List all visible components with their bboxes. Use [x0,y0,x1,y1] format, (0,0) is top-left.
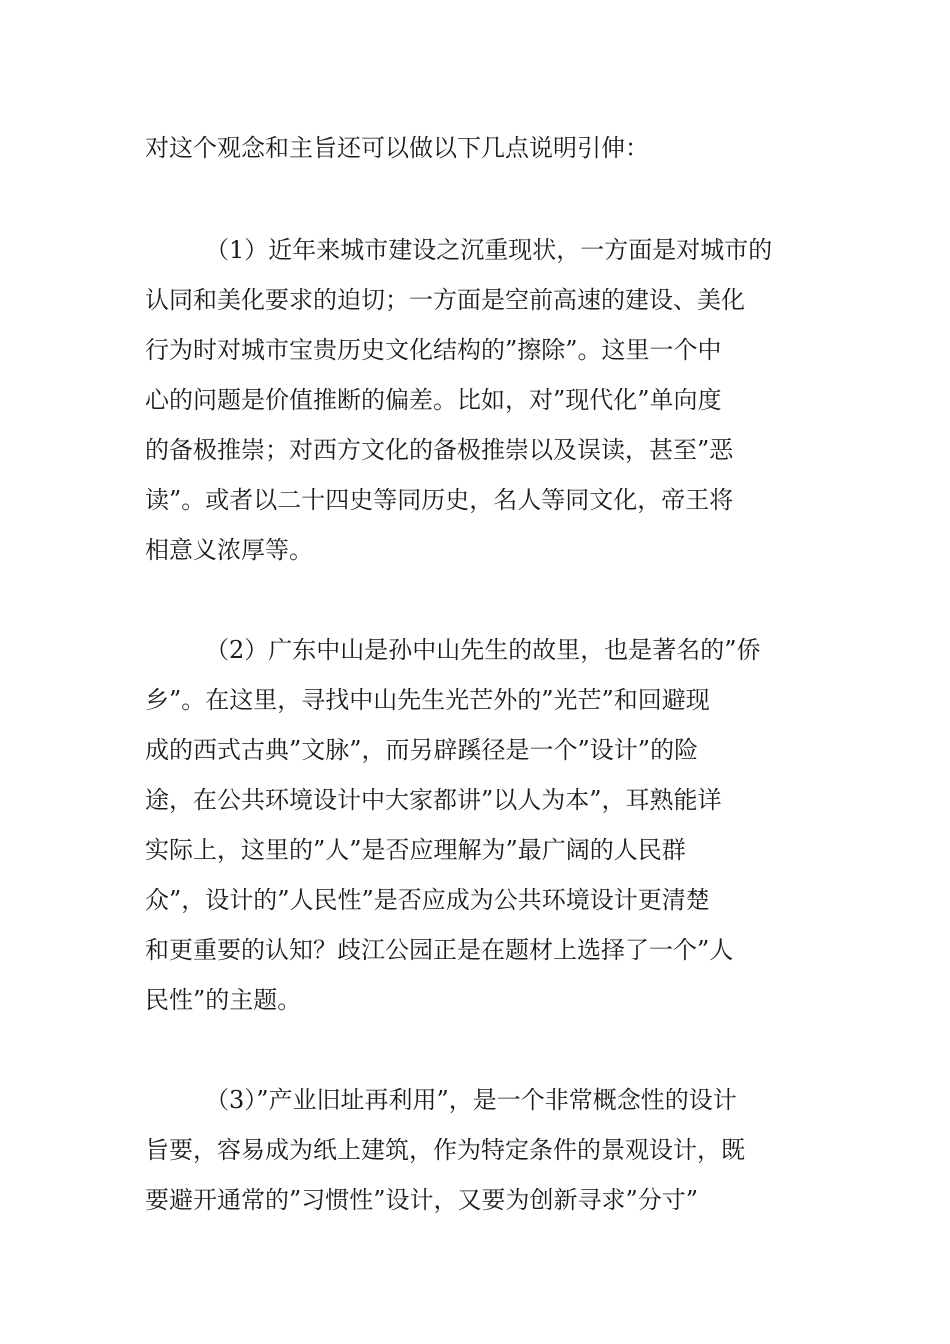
intro-line: 对这个观念和主旨还可以做以下几点说明引伸： [145,134,649,162]
paragraph-3-line-1: （3）”产业旧址再利用”，是一个非常概念性的设计 [205,1086,737,1114]
paragraph-2-line-1: （2）广东中山是孙中山先生的故里，也是著名的”侨 [205,636,761,664]
paragraph-2-line-2: 乡”。在这里，寻找中山先生光芒外的”光芒”和回避现 [145,686,710,714]
paragraph-1-line-2: 认同和美化要求的迫切；一方面是空前高速的建设、美化 [145,286,745,314]
paragraph-2-line-5: 实际上，这里的”人”是否应理解为”最广阔的人民群 [145,836,686,864]
paragraph-1-line-1: （1）近年来城市建设之沉重现状，一方面是对城市的 [205,236,773,264]
paragraph-2-line-3: 成的西式古典”文脉”，而另辟蹊径是一个”设计”的险 [145,736,699,764]
paragraph-2-line-7: 和更重要的认知？歧江公园正是在题材上选择了一个”人 [145,936,734,964]
paragraph-3-line-2: 旨要，容易成为纸上建筑，作为特定条件的景观设计，既 [145,1136,745,1164]
paragraph-1-line-4: 心的问题是价值推断的偏差。比如，对”现代化”单向度 [145,386,722,414]
paragraph-2-line-6: 众”，设计的”人民性”是否应成为公共环境设计更清楚 [145,886,710,914]
paragraph-2-line-4: 途，在公共环境设计中大家都讲”以人为本”，耳熟能详 [145,786,722,814]
paragraph-2-line-8: 民性”的主题。 [145,986,302,1014]
paragraph-3-line-3: 要避开通常的”习惯性”设计，又要为创新寻求”分寸” [145,1186,699,1214]
paragraph-1-line-5: 的备极推崇；对西方文化的备极推崇以及误读，甚至”恶 [145,436,734,464]
paragraph-1-line-6: 读”。或者以二十四史等同历史，名人等同文化，帝王将 [145,486,734,514]
paragraph-1-line-3: 行为时对城市宝贵历史文化结构的”擦除”。这里一个中 [145,336,722,364]
paragraph-1-line-7: 相意义浓厚等。 [145,536,313,564]
